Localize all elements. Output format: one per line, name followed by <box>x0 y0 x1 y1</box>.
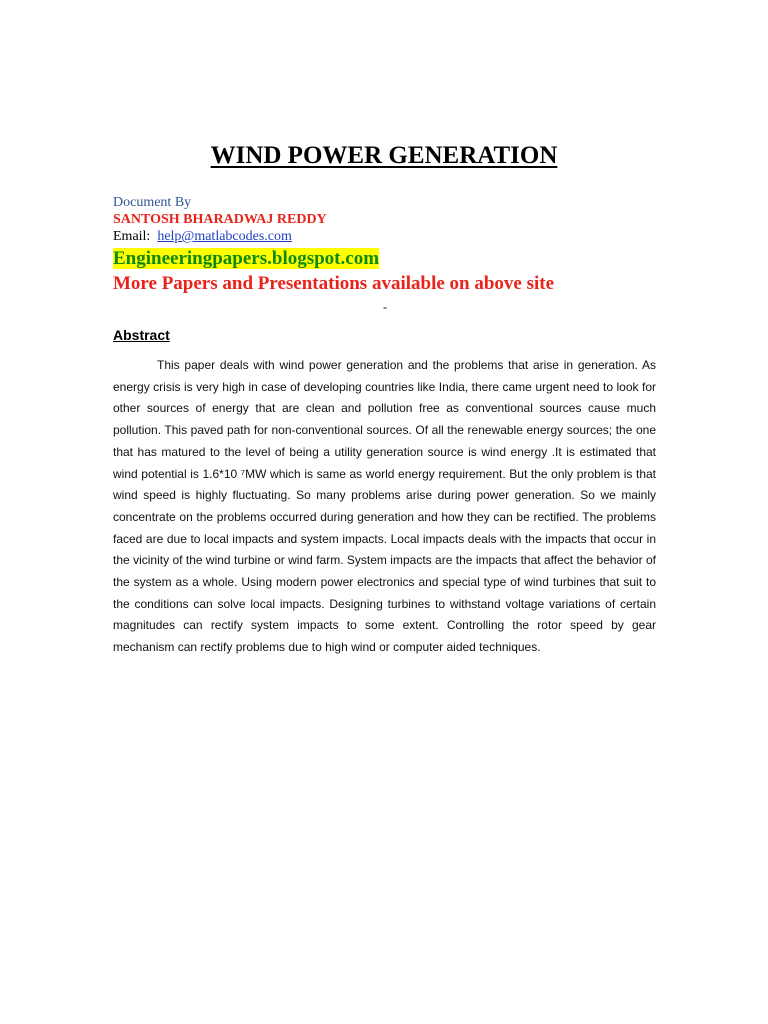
document-by-label: Document By <box>113 195 192 210</box>
more-papers-note: More Papers and Presentations available on above site <box>113 273 555 294</box>
abstract-heading: Abstract <box>113 327 170 343</box>
document-title: WIND POWER GENERATION <box>210 142 558 169</box>
author-name: SANTOSH BHARADWAJ REDDY <box>113 212 327 227</box>
separator-dash: - <box>383 300 387 314</box>
abstract-paragraph: This paper deals with wind power generation and the problems that arise in generation. As energy crisis is very high in case of developing countries like India, there came urgent need to look for other sources of energy that are clean and pollution free as conventional sources cause much pollution. This paved path for non-conventional sources. Of all the renewable energy sources; the one that has matured to the level of being a utility generation source is wind energy .It is estimated that wind potential is 1.6*10 ⁷MW which is same as world energy requirement. But the only problem is that wind speed is highly fluctuating. So many problems arise during power generation. So we mainly concentrate on the problems occurred during generation and how they can be rectified. The problems faced are due to local impacts and system impacts. Local impacts deals with the impacts that occur in the vicinity of the wind turbine or wind farm. System impacts are the impacts that affect the behavior of the system as a whole. Using modern power electronics and special type of wind turbines that suit to the conditions can solve local impacts. Designing turbines to withstand voltage variations of certain magnitudes can rectify system impacts to some extent. Controlling the rotor speed by gear mechanism can rectify problems due to high wind or computer aided techniques. <box>113 358 656 655</box>
email-link[interactable]: help@matlabcodes.com <box>157 229 292 244</box>
author-block <box>113 194 673 296</box>
email-line <box>113 228 673 245</box>
email-label: Email: <box>113 229 151 244</box>
site-line <box>113 247 673 272</box>
site-link[interactable]: Engineeringpapers.blogspot.com <box>113 248 380 269</box>
